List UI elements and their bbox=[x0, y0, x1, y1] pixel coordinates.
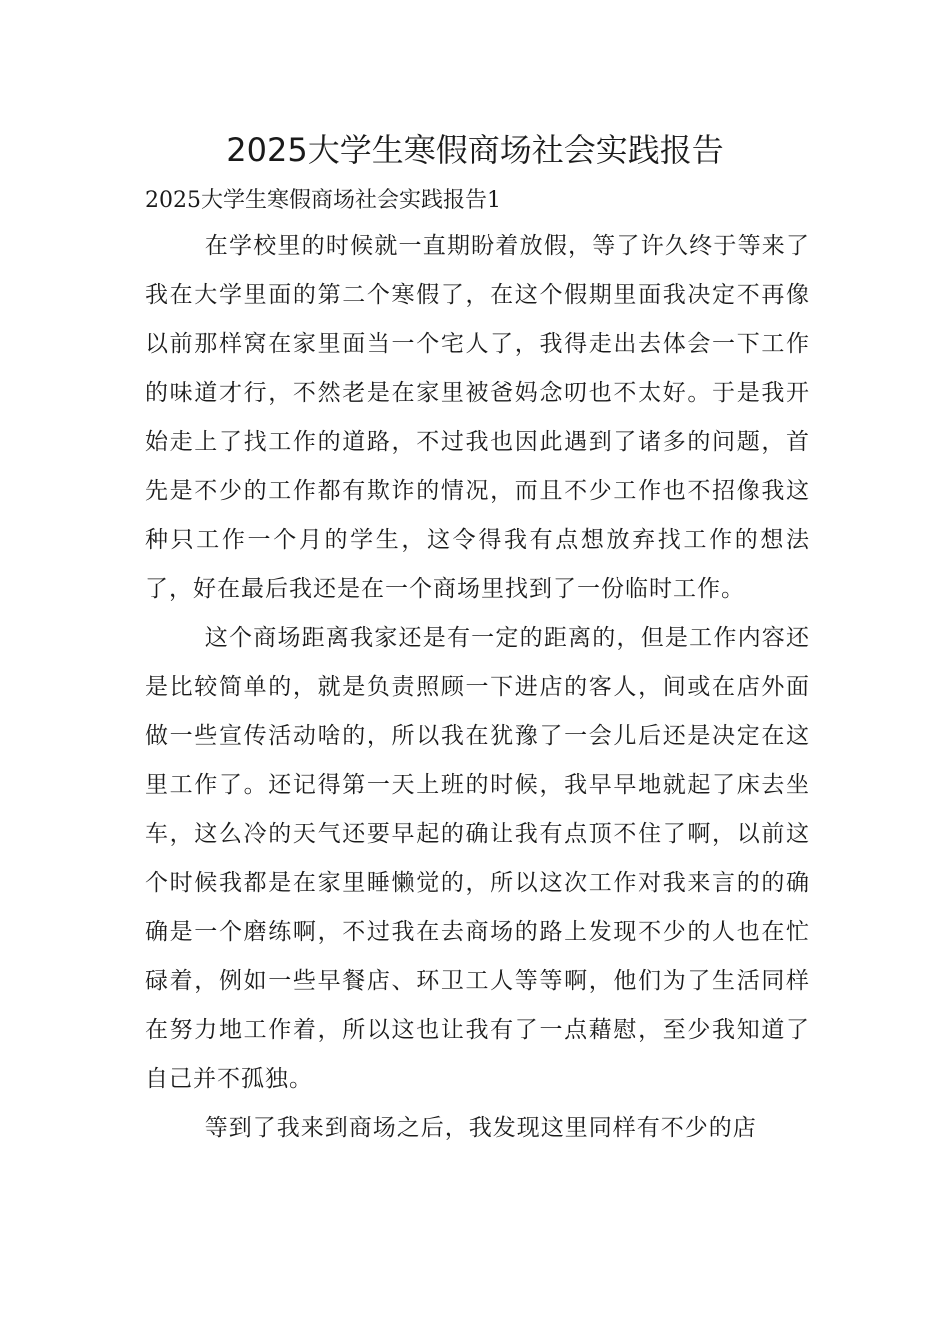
paragraph-1: 在学校里的时候就一直期盼着放假，等了许久终于等来了我在大学里面的第二个寒假了，在这个假期里面我决定不再像以前那样窝在家里面当一个宅人了，我得走出去体会一下工作的味道才行，不然老是在家里被爸妈念叨也不太好。于是我开始走上了找工作的道路，不过我也因此遇到了诸多的问题，首先是不少的工作都有欺诈的情况，而且不少工作也不招像我这种只工作一个月的学生，这令得我有点想放弃找工作的想法了，好在最后我还是在一个商场里找到了一份临时工作。 bbox=[145, 233, 810, 602]
document-body bbox=[145, 180, 810, 1153]
paragraph-2: 这个商场距离我家还是有一定的距离的，但是工作内容还是比较简单的，就是负责照顾一下进店的客人，间或在店外面做一些宣传活动啥的，所以我在犹豫了一会儿后还是决定在这里工作了。还记得第一天上班的时候，我早早地就起了床去坐车，这么冷的天气还要早起的确让我有点顶不住了啊，以前这个时候我都是在家里睡懒觉的，所以这次工作对我来言的的确确是一个磨练啊，不过我在去商场的路上发现不少的人也在忙碌着，例如一些早餐店、环卫工人等等啊，他们为了生活同样在努力地工作着，所以这也让我有了一点藉慰，至少我知道了自己并不孤独。 bbox=[145, 625, 810, 1092]
section-heading: 2025大学生寒假商场社会实践报告1 bbox=[145, 188, 501, 213]
document-title: 2025大学生寒假商场社会实践报告 bbox=[226, 131, 724, 169]
paragraph-3: 等到了我来到商场之后，我发现这里同样有不少的店 bbox=[204, 1115, 757, 1141]
